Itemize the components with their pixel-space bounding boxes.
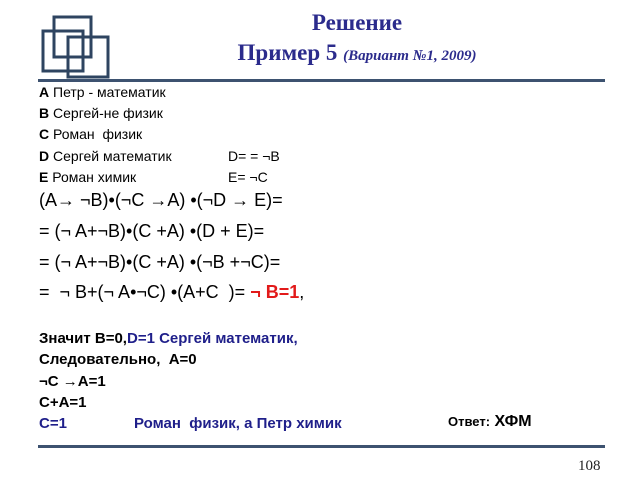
formula-line-4: = ¬ B+(¬ A•¬C) •(A+C )= ¬ B=1,	[39, 282, 305, 302]
formula-line-2: = (¬ A+¬B)•(C +A) •(D + E)=	[39, 221, 265, 241]
conclusion-line-2: Следовательно, A=0	[39, 351, 197, 368]
definition-d: D Сергей математик	[39, 148, 172, 164]
definition-b: B Сергей-не физик	[39, 105, 163, 121]
bottom-divider	[38, 445, 605, 448]
formula-result: ¬ B=1	[250, 282, 300, 302]
definition-e-formula: E= ¬C	[228, 169, 268, 185]
example-label: Пример 5	[237, 40, 338, 65]
variant-label: (Вариант №1, 2009)	[343, 48, 477, 64]
answer: Ответ: ХФМ	[448, 413, 532, 430]
conclusion-line-1: Значит B=0,D=1 Сергей математик,	[39, 330, 298, 347]
formula-line-1: (A→ ¬B)•(¬C →A) •(¬D → E)=	[39, 190, 283, 210]
slide-title: Решение	[311, 10, 403, 35]
top-divider	[38, 79, 605, 82]
formula-line-3: = (¬ A+¬B)•(C +A) •(¬B +¬C)=	[39, 252, 281, 272]
definition-a: A Петр - математик	[39, 84, 166, 100]
slide-subtitle	[0, 40, 640, 66]
conclusion-c-value: C=1	[39, 415, 67, 432]
definition-d-formula: D= = ¬B	[228, 148, 280, 164]
conclusion-line-4: C+A=1	[39, 394, 87, 411]
page-number: 108	[578, 458, 601, 474]
conclusion-result: Роман физик, а Петр химик	[134, 415, 342, 432]
definition-e: E Роман химик	[39, 169, 137, 185]
conclusion-line-3: ¬C →A=1	[39, 373, 106, 390]
definition-c: C Роман физик	[39, 126, 143, 142]
